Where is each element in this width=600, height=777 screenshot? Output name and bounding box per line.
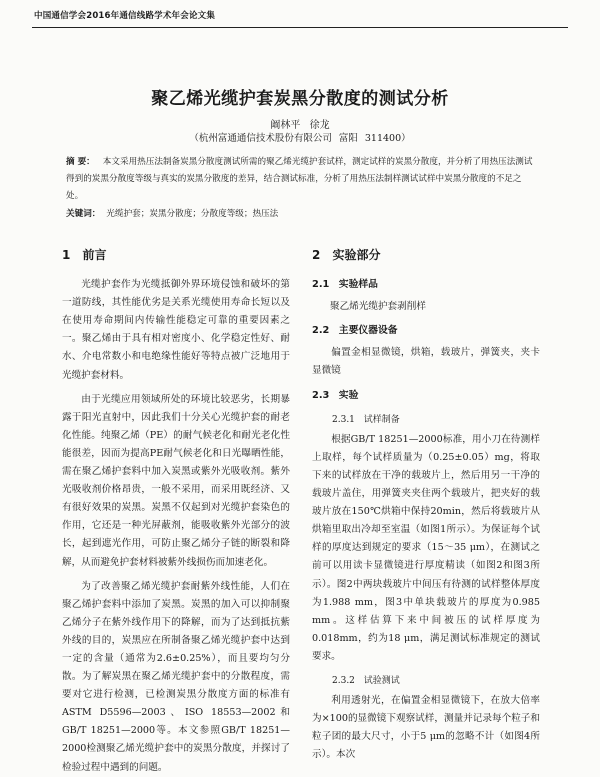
section-1-heading: 1 前言 [62, 248, 107, 262]
keywords [66, 207, 534, 219]
authors: 阚林平 徐龙 [270, 120, 330, 131]
keywords-label: 关键词： [66, 209, 101, 219]
abstract [66, 154, 534, 205]
affiliation: （杭州富通通信技术股份有限公司 富阳 311400） [189, 133, 411, 144]
subsection-2-3-1-text: 根据GB/T 18251—2000标准，用小刀在待测样上取样，每个试样质量为（0.25±0.05）mg，将取下来的试样放在干净的载玻片上，然后用另一干净的载玻片盖住，用弹簧夹夹住两个载玻片，把夹好的载玻片放在150℃烘箱中保持20min，然后将载玻片从烘箱里取出冷却至室温（如图1所示）。为保证每个试样的厚度达到规定的要求（15～35 μm），在测试之前可以用读卡显微镜进行厚度精读（如图2和图3所示）。图2中两块载玻片中间压有待测的试样整体厚度为1.988 mm，图3中单块载玻片的厚度为0.985 mm。这样估算下来中间被压的试样厚度为0.018mm，约为18 μm，满足测试标准规定的测试要求。 [312, 433, 540, 662]
subsection-2-3-2-heading: 2.3.2 试验测试 [332, 675, 400, 686]
paragraph: 由于光缆应用领域所处的环境比较恶劣，长期暴露于阳光直射中，因此我们十分关心光缆护套的耐老化性能。纯聚乙烯（PE）的耐气候老化和耐光老化性能很差，因而为提高PE耐气候老化和日光曝晒性能，需在聚乙烯护套料中加入炭黑或紫外光吸收剂。紫外光吸收剂价格昂贵，一般不采用，而采用既经济、又有很好效果的炭黑。炭黑不仅起到对光缆护套染色的作用，它还是一种光屏蔽剂，能吸收紫外光部分的波长，起到遮光作用，可防止聚乙烯分子链的断裂和降解，从而避免护套材料被紫外线损伤而加速老化。 [62, 393, 290, 568]
right-column [312, 240, 540, 764]
paragraph: 为了改善聚乙烯光缆护套耐紫外线性能，人们在聚乙烯护套料中添加了炭黑。炭黑的加入可以抑制聚乙烯分子在紫外线作用下的降解，而为了达到抵抗紫外线的目的，炭黑应在所制备聚乙烯光缆护套中达到一定的含量（通常为2.6±0.25%），而且要均匀分散。为了解炭黑在聚乙烯光缆护套中的分散程度，需要对它进行检测，已检测炭黑分散度方面的标准有ASTM D5596—2003、ISO 18553—2002和GB/T 18251—2000等。本文参照GB/T 18251—2000检测聚乙烯光缆护套中的炭黑分散度，并探讨了检验过程中遇到的问题。 [62, 580, 290, 773]
subsection-2-3-heading: 2.3 实验 [312, 389, 359, 401]
subsection-2-3-2-text: 利用透射光，在偏置金相显微镜下，在放大倍率为×100的显微镜下观察试样，测量并记录每个粒子和粒子团的最大尺寸，小于5 μm的忽略不计（如图4所示）。本次 [312, 695, 540, 761]
subsection-2-2-heading: 2.2 主要仪器设备 [312, 325, 398, 337]
abstract-text: 本文采用热压法制备炭黑分散度测试所需的聚乙烯光缆护套试样，测定试样的炭黑分散度，并分析了用热压法测试得到的炭黑分散度等级与真实的炭黑分散度的差异，结合测试标准，分析了用热压法制样测试试样中炭黑分散度的不足之处。 [66, 157, 533, 201]
abstract-label: 摘 要： [66, 157, 95, 167]
header-rule [32, 27, 568, 28]
subsection-2-1-heading: 2.1 实验样品 [312, 279, 378, 291]
paragraph: 光缆护套作为光缆抵御外界环境侵蚀和破坏的第一道防线，其性能优劣是关系光缆使用寿命长短以及在使用寿命期间内传输性能稳定可靠的重要因素之一。聚乙烯由于具有相对密度小、化学稳定性好、耐水、介电常数小和电绝缘性能好等特点被广泛地用于光缆护套材料。 [62, 279, 290, 381]
subsection-2-3-1-heading: 2.3.1 试样制备 [332, 414, 400, 425]
subsection-2-1-text: 聚乙烯光缆护套剥削样 [330, 301, 426, 313]
paper-title: 聚乙烯光缆护套炭黑分散度的测试分析 [151, 89, 449, 109]
running-header: 中国通信学会2016年通信线路学术年会论文集 [34, 11, 216, 21]
keywords-text: 光缆护套；炭黑分散度；分散度等级；热压法 [106, 209, 279, 219]
left-column [62, 240, 290, 777]
section-2-heading: 2 实验部分 [312, 248, 381, 262]
subsection-2-2-text: 偏置金相显微镜，烘箱，载玻片，弹簧夹，夹卡显微镜 [312, 347, 540, 377]
